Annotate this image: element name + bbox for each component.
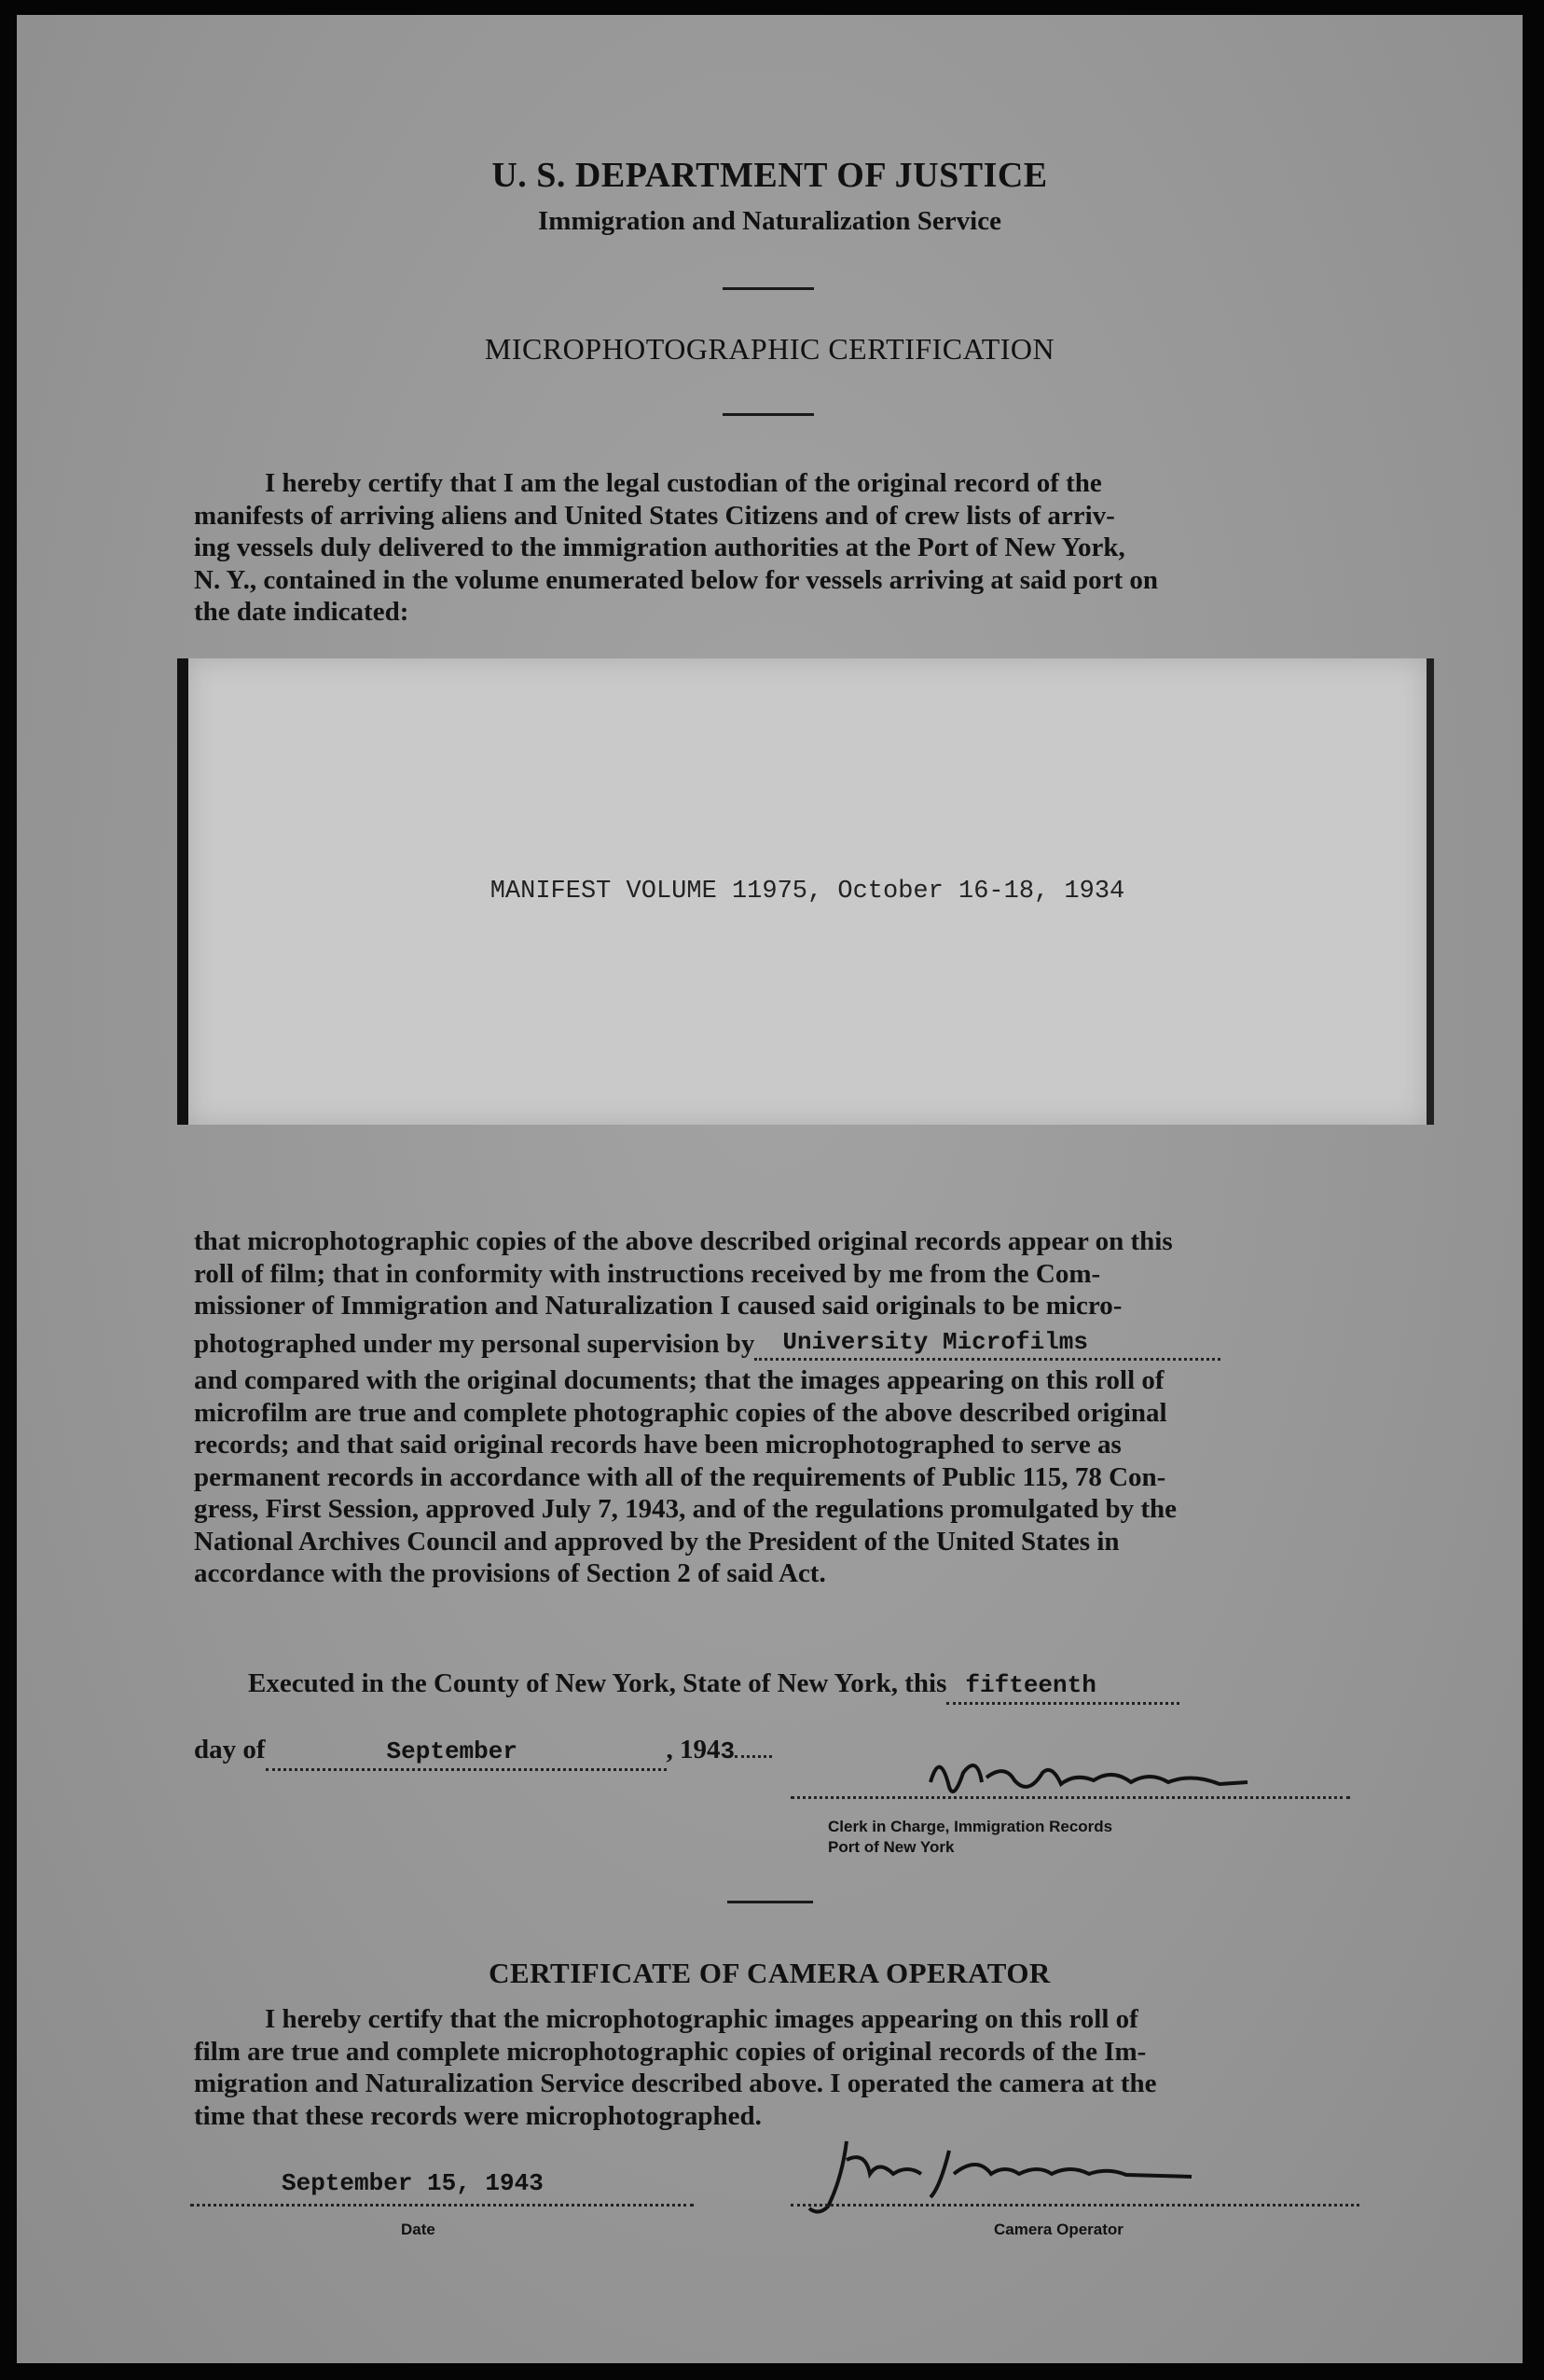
date-label: Date bbox=[401, 2221, 435, 2238]
body-line: permanent records in accordance with all of the requirements of Public 115, 78 Con- bbox=[194, 1461, 1166, 1492]
date-line bbox=[194, 1734, 940, 1771]
body-paragraph bbox=[194, 1225, 1371, 1590]
clerk-signature-line bbox=[791, 1796, 1350, 1799]
year-prefix: , 194 bbox=[666, 1735, 721, 1764]
date-line-rule bbox=[190, 2204, 694, 2207]
supervision-prefix: photographed under my personal supervision by bbox=[194, 1328, 755, 1359]
certificate-page bbox=[17, 15, 1523, 2363]
body-line: missioner of Immigration and Naturalization I caused said originals to be micro- bbox=[194, 1291, 1123, 1321]
execution-line bbox=[248, 1667, 1385, 1705]
intro-line: the date indicated: bbox=[194, 597, 409, 627]
operator-signature-line bbox=[791, 2204, 1359, 2207]
body-line: records; and that said original records have been microphotographed to serve as bbox=[194, 1430, 1122, 1460]
intro-paragraph bbox=[194, 467, 1369, 629]
day-blank bbox=[946, 1667, 1179, 1705]
intro-line: N. Y., contained in the volume enumerated below for vessels arriving at said port on bbox=[194, 564, 1159, 595]
intro-line: ing vessels duly delivered to the immigration authorities at the Port of New York, bbox=[194, 533, 1125, 562]
clerk-title: Clerk in Charge, Immigration Records bbox=[828, 1818, 1113, 1835]
year-digit: 3 bbox=[720, 1737, 736, 1765]
operator-signature bbox=[791, 2123, 1238, 2225]
certification-title: MICROPHOTOGRAPHIC CERTIFICATION bbox=[484, 332, 1055, 366]
camera-line: I hereby certify that the microphotographic images appearing on this roll of bbox=[265, 2004, 1138, 2034]
supervisor-blank bbox=[754, 1324, 1220, 1362]
camera-line: time that these records were microphotographed. bbox=[194, 2100, 762, 2131]
body-line: National Archives Council and approved by the President of the United States in bbox=[194, 1526, 1120, 1557]
camera-date-value: September 15, 1943 bbox=[282, 2169, 544, 2197]
camera-line: film are true and complete microphotographic copies of original records of the Im- bbox=[194, 2036, 1147, 2067]
divider-camera bbox=[727, 1901, 813, 1903]
execution-prefix: Executed in the County of New York, State of New York, this bbox=[248, 1668, 947, 1698]
supervisor-name: University Microfilms bbox=[782, 1327, 1088, 1356]
operator-label: Camera Operator bbox=[994, 2221, 1124, 2238]
body-line: accordance with the provisions of Section 2 of said Act. bbox=[194, 1558, 826, 1588]
execution-day: fifteenth bbox=[965, 1671, 1096, 1699]
service-subheading: Immigration and Naturalization Service bbox=[538, 206, 1001, 236]
camera-line: migration and Naturalization Service described above. I operated the camera at the bbox=[194, 2069, 1157, 2098]
body-line: microfilm are true and complete photographic copies of the above described original bbox=[194, 1397, 1167, 1428]
supervision-line bbox=[194, 1328, 1371, 1365]
intro-line: I hereby certify that I am the legal custodian of the original record of the bbox=[265, 468, 1102, 498]
month-blank bbox=[266, 1734, 667, 1771]
camera-cert-paragraph bbox=[194, 2003, 1371, 2132]
day-of-label: day of bbox=[194, 1735, 266, 1764]
body-line: that microphotographic copies of the above described original records appear on this bbox=[194, 1226, 1173, 1256]
year-dots bbox=[735, 1755, 772, 1758]
body-line: roll of film; that in conformity with instructions received by me from the Com- bbox=[194, 1258, 1101, 1289]
body-line: and compared with the original documents; that the images appearing on this roll of bbox=[194, 1365, 1165, 1395]
camera-cert-title: CERTIFICATE OF CAMERA OPERATOR bbox=[489, 1957, 1051, 1989]
volume-card bbox=[177, 658, 1434, 1125]
intro-line: manifests of arriving aliens and United States Citizens and of crew lists of arriv- bbox=[194, 500, 1115, 531]
clerk-location: Port of New York bbox=[828, 1838, 955, 1856]
clerk-signature bbox=[912, 1745, 1350, 1820]
divider-title bbox=[723, 413, 814, 416]
manifest-volume-text: MANIFEST VOLUME 11975, October 16-18, 1934 bbox=[489, 878, 1125, 906]
divider-top bbox=[723, 287, 814, 290]
department-heading: U. S. DEPARTMENT OF JUSTICE bbox=[491, 156, 1048, 195]
body-line: gress, First Session, approved July 7, 1943, and of the regulations promulgated by the bbox=[194, 1494, 1178, 1524]
execution-month: September bbox=[386, 1737, 517, 1765]
